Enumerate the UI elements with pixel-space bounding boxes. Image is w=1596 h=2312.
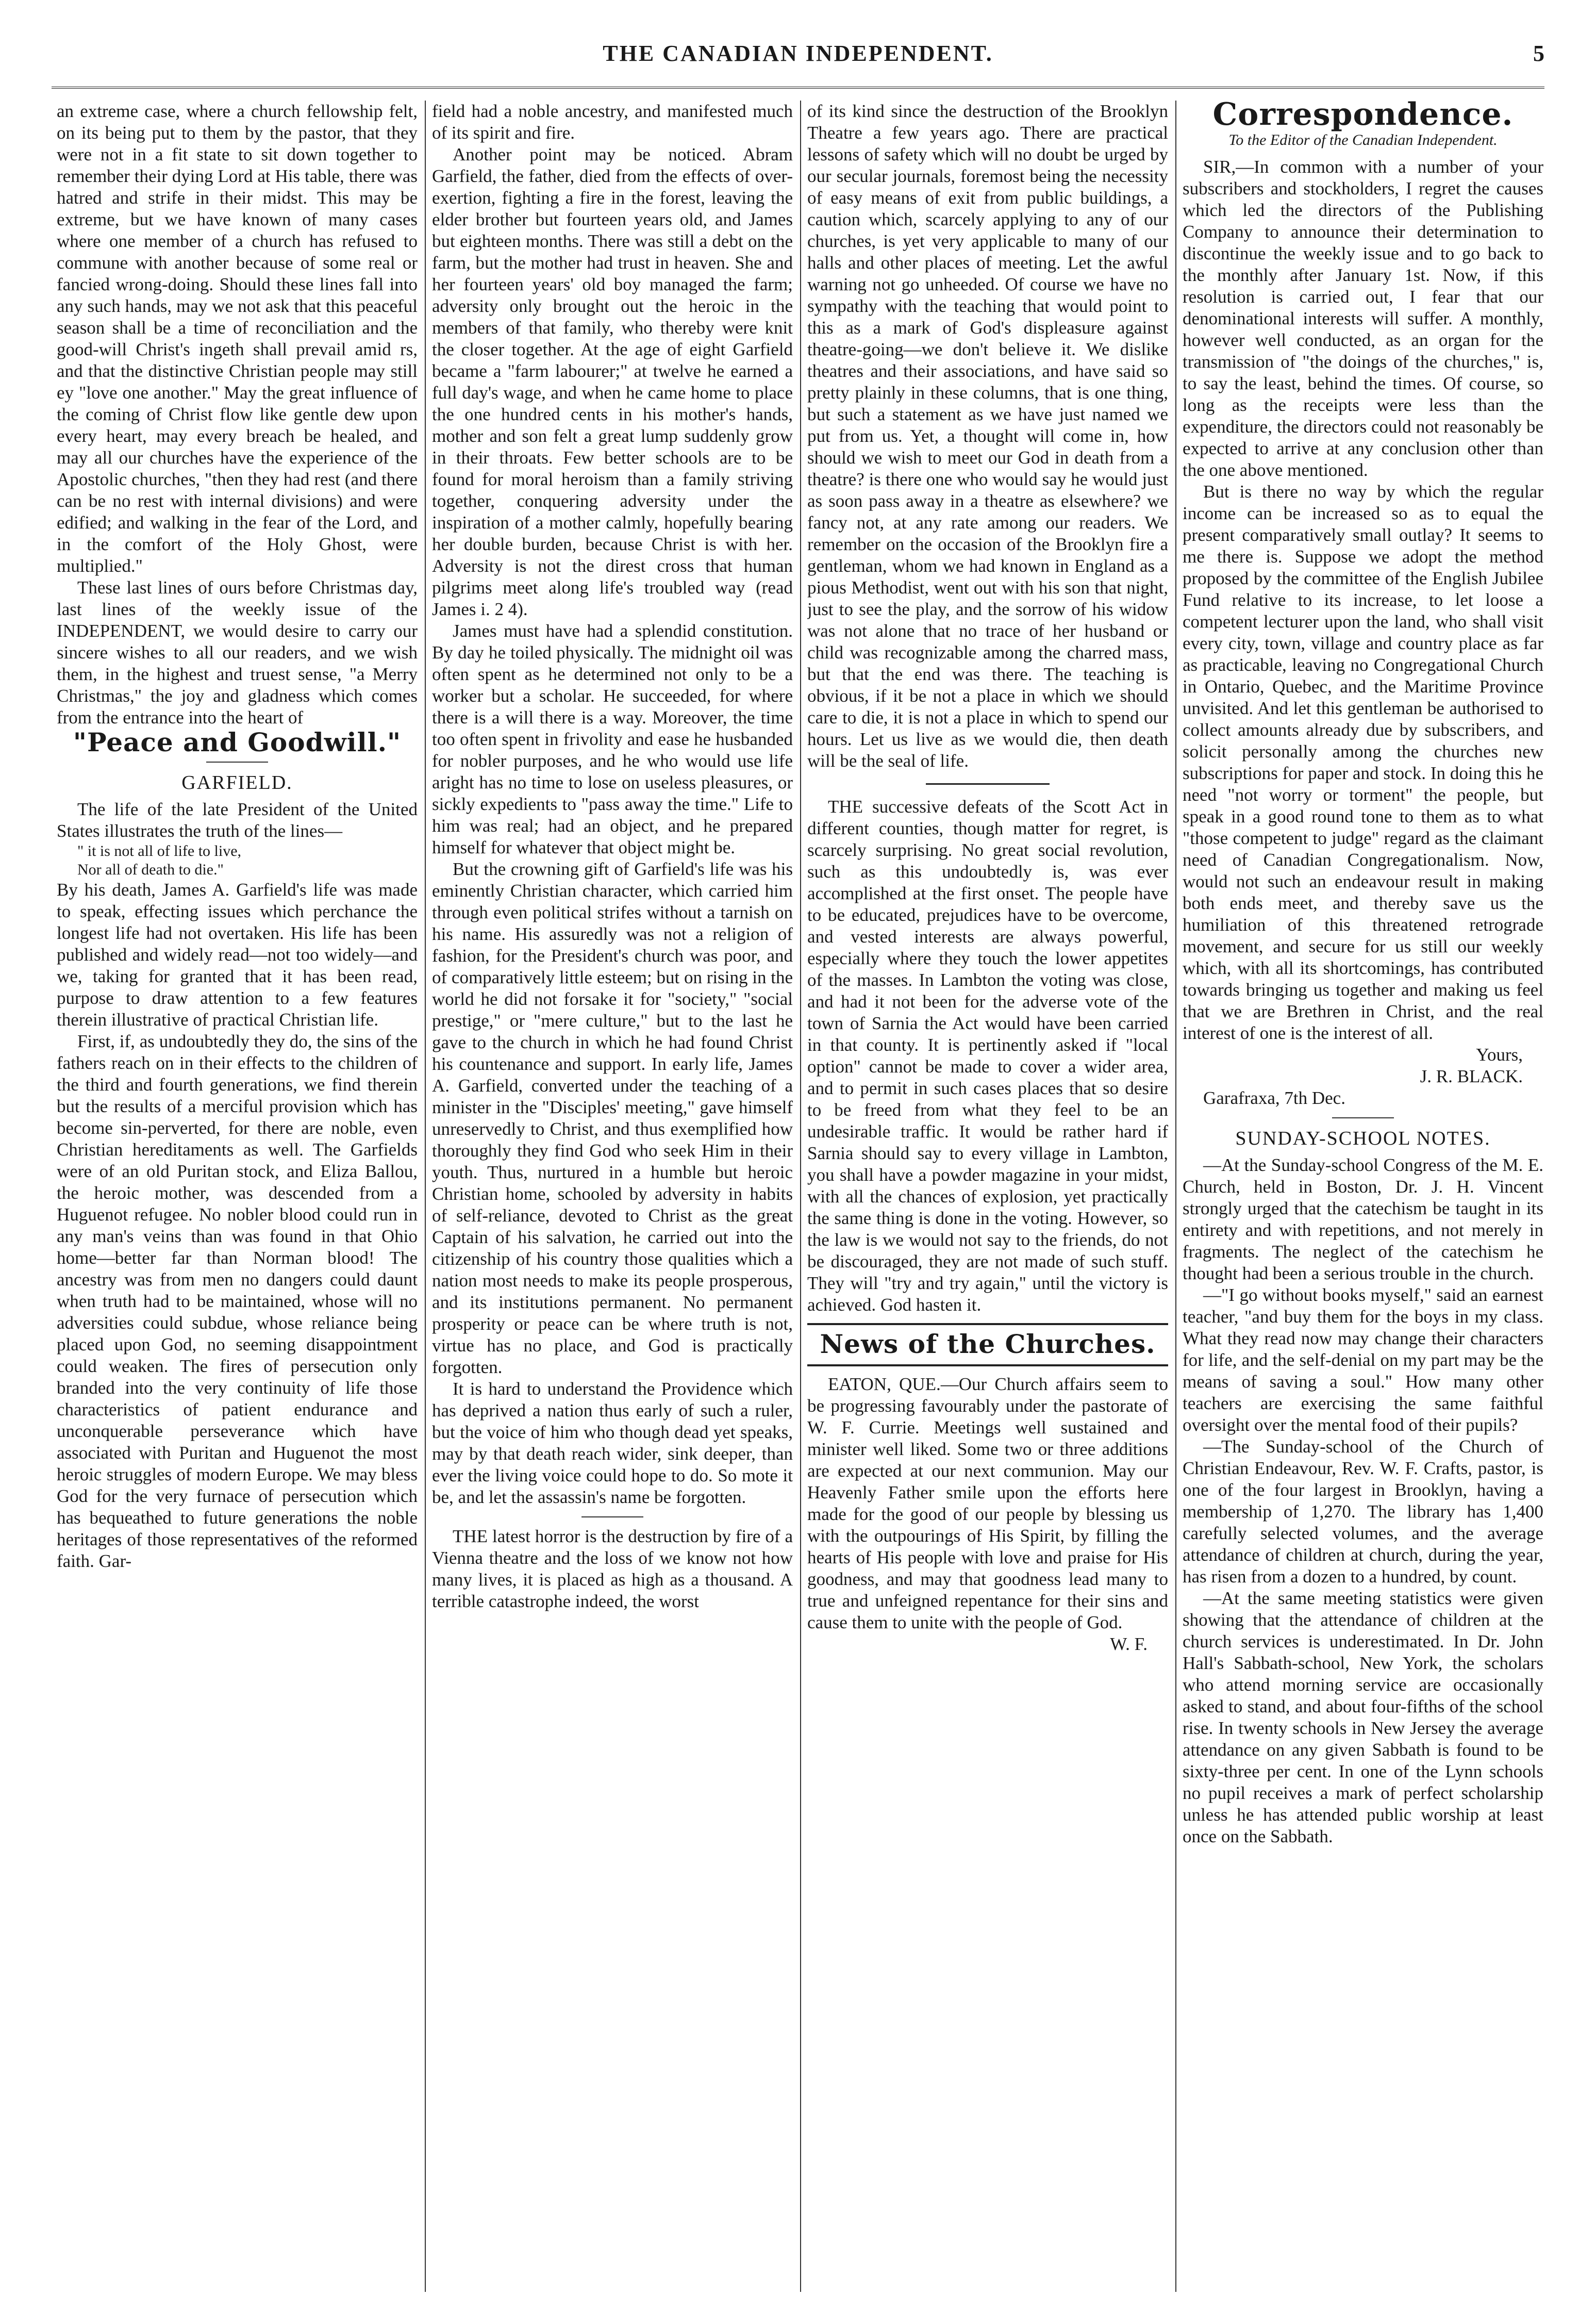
letter-paragraph: SIR,—In common with a number of your subscribers and stockholders, I regret the causes which led the directors of the Publishing Company to announce their determination to discontinue the weekly issue and to go back to the monthly after January 1st. Now, if this resolution is carried out, I fear that our denominational interests will suffer. A monthly, however well conducted, as an organ for the transmission of "the doings of the churches," is, to say the least, behind the times. Of course, so long as the receipts were less than the expenditure, the directors could not reasonably be expected to arrive at any conclusion other than the one above mentioned. <box>1183 157 1543 480</box>
article-paragraph: By his death, James A. Garfield's life was made to speak, effecting issues which perchance the longest life had not overtaken. His life has been published and widely read—not too widely—and we, taking for granted that it has been read, purpose to draw attention to a few features therein illustrative of practical Christian life. <box>57 880 418 1030</box>
news-dateline: EATON, QUE. <box>828 1374 941 1394</box>
column-1 <box>57 101 418 2292</box>
article-paragraph: THE successive defeats of the Scott Act in different counties, though matter for regret, is scarcely surprising. No great social revolution, such as this undoubtedly is, was ever accomplished at the first onset. The people have to be educated, prejudices have to be overcome, and vested interests are always powerful, especially where they touch the lower appetites of the masses. In Lambton the voting was close, and had it not been for the adverse vote of the town of Sarnia the Act would have been carried in that county. It is pertinently asked if "local option" cannot be made to cover a wider area, and to permit in such cases places that so desire to be freed from what they feel to be an undesirable traffic. It would be rather hard if Sarnia should say to every village in Lambton, you shall have a powder magazine in your midst, with all the chances of explosion, yet practically the same thing is done in the voting. However, so the law is we would not say to the friends, do not be discouraged, they are not made of such stuff. They will "try and try again," until the victory is achieved. God hasten it. <box>807 797 1168 1315</box>
correspondence-heading: Correspondence. <box>1212 101 1514 133</box>
newspaper-title: THE CANADIAN INDEPENDENT. <box>603 41 993 66</box>
masthead-rule <box>52 87 1544 89</box>
article-paragraph: an extreme case, where a church fellowship felt, on its being put to them by the pastor, that they were not in a fit state to sit down together to remember their dying Lord at His table, there was hatred and strife in their midst. This may be extreme, but we have known of many cases where one member of a church has refused to commune with another because of some real or fancied wrong-doing. Should these lines fall into any such hands, may we not ask that this peaceful season shall be a time of reconciliation and the good-will Christ's ingeth shall prevail amid rs, and that the distinctive Christian people may still ey "love one another." May the great influence of the coming of Christ flow like gentle dew upon every heart, may every breach be healed, and may all our churches have the experience of the Apostolic churches, "then they had rest (and there can be no rest with internal divisions) and were edified; and walking in the fear of the Lord, and in the comfort of the Holy Ghost, were multiplied." <box>57 101 418 576</box>
note-paragraph: —The Sunday-school of the Church of Christian Endeavour, Rev. W. F. Crafts, pastor, is one of the four largest in Brooklyn, having a membership of 1,270. The library has 1,400 carefully selected volumes, and the average attendance of children at church, during the year, has risen from a dozen to a hundred, by count. <box>1183 1436 1543 1587</box>
article-paragraph: First, if, as undoubtedly they do, the sins of the fathers reach on in their effects to the children of the third and fourth generations, we find therein but the results of a merciful provision which has become sin-perverted, for there are noble, even Christian hereditaments as well. The Garfields were of an old Puritan stock, and Eliza Ballou, the heroic mother, was descended from a Huguenot refugee. No nobler blood could run in any man's veins than was found in that Ohio home—better far than Norman blood! The ancestry was from men no dangers could daunt when truth had to be maintained, whose will no adversities could subdue, whose reliance being placed upon God, no seeming disappointment could weaken. The fires of persecution only branded into the very continuity of life those characteristics of patient endurance and unconquerable perseverance which have associated with Puritan and Huguenot the most heroic struggles of modern Europe. We may bless God for the very furnace of persecution which has bequeathed to future generations the noble heritages of those representatives of the reformed faith. Gar- <box>57 1031 418 1571</box>
article-paragraph: But the crowning gift of Garfield's life was his eminently Christian character, which carried him through even political strifes without a tarnish on his name. His assuredly was not a religion of fashion, for the President's church was poor, and of comparatively little esteem; but on rising in the world he did not forsake it for "society," "social prestige," or "mere culture," but to the last he gave to the church in which he had found Christ his countenance and support. In early life, James A. Garfield, converted under the teaching of a minister in the "Disciples' meeting," gave himself unreservedly to Christ, and thus exemplified how thoroughly they find God who seek Him in their youth. Thus, nurtured in a humble but heroic Christian home, schooled by adversity in habits of self-reliance, devoted to Christ as the great Captain of his salvation, he carried out into the citizenship of his country those qualities which a nation most needs to make its people prosperous, and its institutions permanent. No permanent prosperity or peace can be where truth is not, virtue has no place, and God is practically forgotten. <box>432 859 793 1377</box>
letter-signature: J. R. BLACK. <box>1420 1066 1523 1086</box>
article-paragraph: James must have had a splendid constitution. By day he toiled physically. The midnight oil was often spent as he determined not only to be a worker but a scholar. He succeeded, for where there is a will there is a way. Moreover, the time too often spent in frivolity and ease he husbanded for nobler purposes, and he who would use life aright has no time to lose on useless pleasures, or sickly expedients to "pass away the time." Life to him was real; had an object, and he prepared himself for whatever that object might be. <box>432 621 793 857</box>
article-paragraph: field had a noble ancestry, and manifested much of its spirit and fire. <box>432 101 793 143</box>
section-rule <box>581 1516 643 1517</box>
news-item <box>807 1374 1168 1633</box>
sunday-school-heading: SUNDAY-SCHOOL NOTES. <box>1235 1128 1491 1149</box>
garfield-heading: GARFIELD. <box>181 772 293 794</box>
note-paragraph: —At the Sunday-school Congress of the M. E. Church, held in Boston, Dr. J. H. Vincent strongly urged that the catechism be taught in its entirety and with repetitions, and not merely in fragments. The neglect of the catechism he thought had been a serious trouble in the church. <box>1183 1155 1543 1283</box>
column-3 <box>807 101 1168 2292</box>
column-2 <box>432 101 793 2292</box>
article-paragraph: These last lines of ours before Christmas day, last lines of the weekly issue of the INDEPENDENT, we would desire to carry our sincere wishes to all our readers, and we wish them, in the highest and truest sense, "a Merry Christmas," the joy and gladness which comes from the entrance into the heart of <box>57 577 418 728</box>
letter-place-date: Garafraxa, 7th Dec. <box>1203 1088 1345 1108</box>
masthead <box>52 40 1544 81</box>
page-number: 5 <box>1533 41 1544 66</box>
article-paragraph: THE latest horror is the destruction by fire of a Vienna theatre and the loss of we know not how many lives, it is placed as high as a thousand. A terrible catastrophe indeed, the worst <box>432 1526 793 1611</box>
column-divider <box>1175 101 1176 2292</box>
column-divider <box>425 101 426 2292</box>
news-heading-box <box>807 1323 1168 1366</box>
column-divider <box>800 101 801 2292</box>
letter-closing: Yours, <box>1476 1045 1523 1065</box>
news-body: —Our Church affairs seem to be progressing favourably under the pastorate of W. F. Currie. Meetings well sustained and minister well liked. Some two or three additions are expected at our next communion. May our Heavenly Father smile upon the efforts here made for the good of our people by blessing us with the outpourings of His Spirit, by filling the hearts of His people with love and praise for His goodness, and may that goodness lead many to true and unfeigned repentance for their sins and cause them to unite with the people of God. <box>807 1374 1168 1632</box>
section-rule <box>926 783 1050 785</box>
news-of-churches-heading: News of the Churches. <box>820 1329 1156 1359</box>
section-rule <box>1332 1117 1394 1118</box>
article-paragraph: It is hard to understand the Providence which has deprived a nation thus early of such a ruler, but the voice of him who though dead yet speaks, may by that death reach wider, sink deeper, than ever the living voice could hope to do. So mote it be, and let the assassin's name be forgotten. <box>432 1379 793 1507</box>
article-paragraph: Another point may be noticed. Abram Garfield, the father, died from the effects of over-exertion, fighting a fire in the forest, leaving the elder brother but fourteen years old, and James but eighteen months. There was still a debt on the farm, but the mother had trust in heaven. She and her fourteen years' old boy managed the farm; adversity only brought out the heroic in the members of that family, who thereby were knit the closer together. At the age of eight Garfield became a "farm labourer;" at twelve he earned a full day's wage, and when he came home to place the one hundred cents in his mother's hands, mother and son felt a great lump suddenly grow in their throats. Few better schools are to be found for moral heroism than a family striving together, conquering adversity under the inspiration of a mother calmly, hopefully bearing her double burden, because Christ is with her. Adversity is not the direst cross that human pilgrims meet along life's troubled way (read James i. 2 4). <box>432 144 793 619</box>
article-paragraph: The life of the late President of the United States illustrates the truth of the lines— <box>57 799 418 841</box>
quote-line: " it is not all of life to live, <box>77 843 242 860</box>
article-paragraph: of its kind since the destruction of the Brooklyn Theatre a few years ago. There are practical lessons of safety which will no doubt be urged by our secular journals, foremost being the necessity of easy means of exit from public buildings, a caution which, scarcely applying to any of our churches, is yet very applicable to many of our halls and other places of meeting. Let the awful warning not go unheeded. Of course we have no sympathy with the teaching that would point to this as a mark of God's displeasure against theatre-going—we don't believe it. We dislike theatres and their associations, and have said so pretty plainly in these columns, that is one thing, but such a statement as we have just named we put from us. Yet, a thought will come in, how should we wish to meet our God in death from a theatre? is there one who would say he would just as soon pass away in a theatre as elsewhere? we fancy not, at any rate among our readers. We remember on the occasion of the Brooklyn fire a gentleman, whom we had known in England as a pious Methodist, went out with his son that night, just to see the play, and the sorrow of his widow was not alone that no trace of her husband or child was recognizable among the charred mass, but that the end was there. The teaching is obvious, if it be not a place in which we should care to die, it is not a place in which to spend our hours. Let us live as we would die, then death will be the seal of life. <box>807 101 1168 771</box>
news-signature: W. F. <box>1110 1634 1148 1654</box>
section-rule <box>206 762 268 763</box>
note-paragraph: —At the same meeting statistics were given showing that the attendance of children at the church services is underestimated. In Dr. John Hall's Sabbath-school, New York, the scholars who attend morning service are occasionally asked to stand, and about four-fifths of the school rise. In twenty schools in New Jersey the average attendance on any given Sabbath is found to be sixty-three per cent. In one of the Lynn schools no pupil receives a mark of perfect scholarship unless he has attended public worship at least once on the Sabbath. <box>1183 1588 1543 1846</box>
quote-line: Nor all of death to die." <box>77 861 224 878</box>
column-4 <box>1183 101 1543 2292</box>
note-paragraph: —"I go without books myself," said an earnest teacher, "and buy them for the boys in my class. What they read now may change their characters for life, and the self-denial on my part may be the means of saving a soul." How many other teachers are exercising the same faithful oversight over the mental food of their pupils? <box>1183 1285 1543 1435</box>
editor-salutation: To the Editor of the Canadian Independent. <box>1228 131 1498 148</box>
letter-paragraph: But is there no way by which the regular income can be increased so as to equal the present comparatively small outlay? It seems to me there is. Suppose we adopt the method proposed by the committee of the English Jubilee Fund relative to its increase, to let loose a competent lecturer upon the land, who shall visit every city, town, village and country place as far as practicable, leaving no Congregational Church in Ontario, Quebec, and the Maritime Province unvisited. And let this gentleman be authorised to collect amounts already due by subscribers, and solicit personally among the churches new subscriptions for paper and stock. In doing this he need "not worry or torment" the people, but speak in a good round tone to them as to what "those competent to judge" regard as the claimant need of Canadian Congregationalism. Now, would not such an endeavour result in making both ends meet, and thereby save us the humiliation of this threatened retrograde movement, and secure for us still our weekly which, with all its shortcomings, has contributed towards bringing us together and making us feel that we are Brethren in Christ, and the real interest of one is the interest of all. <box>1183 482 1543 1043</box>
peace-goodwill-heading: "Peace and Goodwill." <box>73 727 402 757</box>
